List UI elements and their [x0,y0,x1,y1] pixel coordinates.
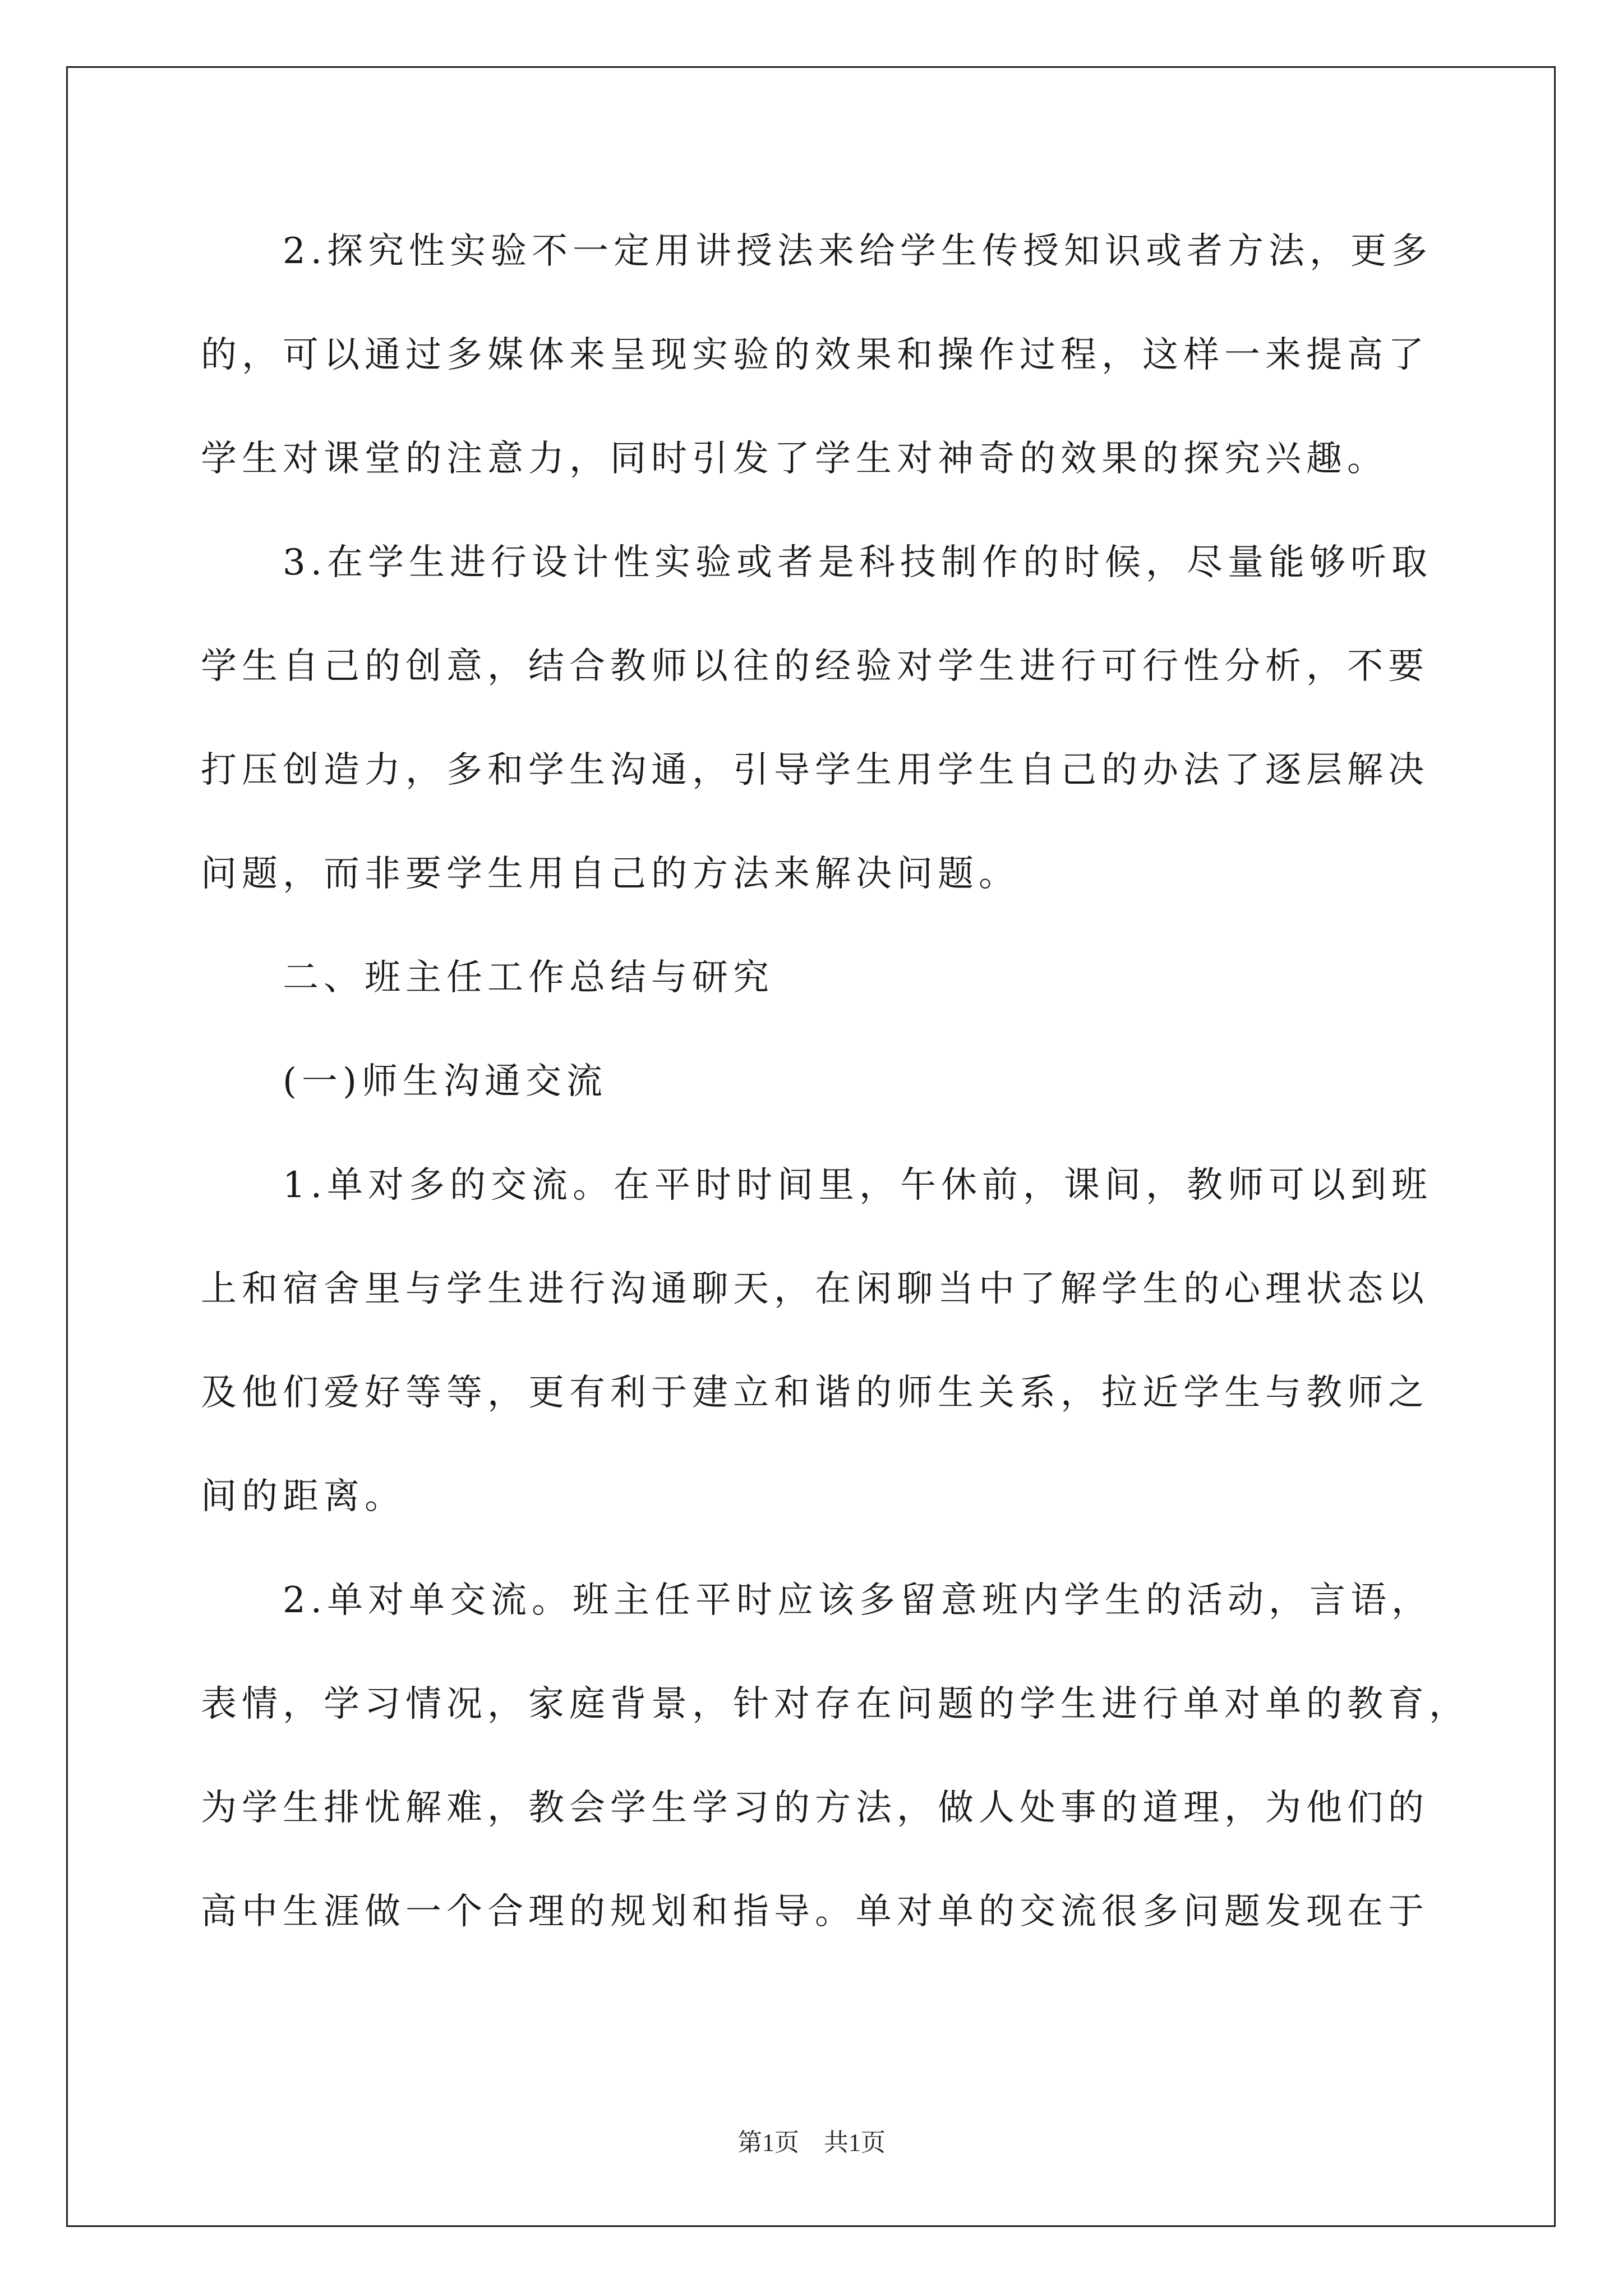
text-line: 上和宿舍里与学生进行沟通聊天，在闲聊当中了解学生的心理状态以 [201,1268,1429,1310]
text-line: 2.探究性实验不一定用讲授法来给学生传授知识或者方法，更多 [201,231,1433,272]
text-line: 的，可以通过多媒体来呈现实验的效果和操作过程，这样一来提高了 [201,334,1429,376]
text-line: 3.在学生进行设计性实验或者是科技制作的时候，尽量能够听取 [201,542,1433,583]
text-line: 学生自己的创意，结合教师以往的经验对学生进行可行性分析，不要 [201,646,1429,687]
text-line: 打压创造力，多和学生沟通，引导学生用学生自己的办法了逐层解决 [201,749,1429,791]
text-line: 表情，学习情况，家庭背景，针对存在问题的学生进行单对单的教育， [201,1683,1470,1725]
page-number-footer: 第1页 共1页 [737,2129,886,2156]
subsection-heading: (一)师生沟通交流 [201,1061,607,1102]
text-line: 学生对课堂的注意力，同时引发了学生对神奇的效果的探究兴趣。 [201,438,1388,480]
text-line: 1.单对多的交流。在平时时间里，午休前，课间，教师可以到班 [201,1165,1433,1206]
text-line: 间的距离。 [201,1476,405,1517]
text-line: 高中生涯做一个合理的规划和指导。单对单的交流很多问题发现在于 [201,1891,1429,1932]
section-heading: 二、班主任工作总结与研究 [201,957,774,999]
text-line: 问题，而非要学生用自己的方法来解决问题。 [201,853,1020,895]
text-line: 为学生排忧解难，教会学生学习的方法，做人处事的道理，为他们的 [201,1787,1429,1829]
text-line: 及他们爱好等等，更有利于建立和谐的师生关系，拉近学生与教师之 [201,1372,1429,1414]
text-line: 2.单对单交流。班主任平时应该多留意班内学生的活动，言语， [201,1580,1433,1621]
